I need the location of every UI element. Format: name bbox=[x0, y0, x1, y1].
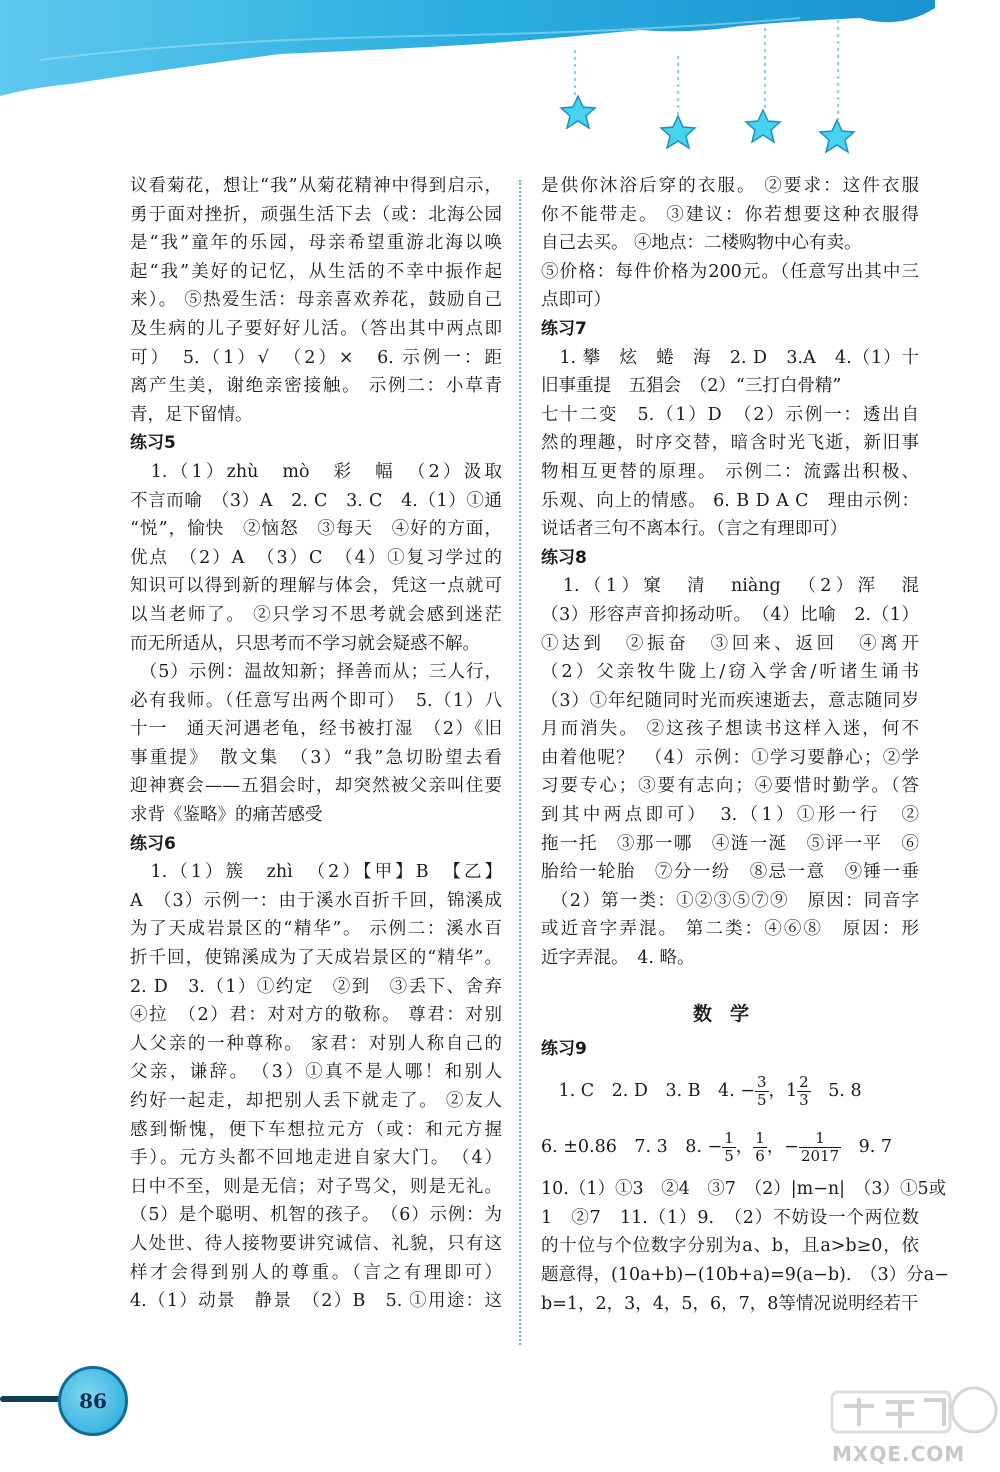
fraction: $\frac{2}{3}$ bbox=[799, 1073, 809, 1110]
fraction: $\frac{1}{6}$ bbox=[755, 1129, 765, 1166]
star-icon bbox=[561, 96, 854, 152]
answer-line: 乐观、向上的情感。 6. B D A C 理由示例： bbox=[541, 490, 919, 511]
math-answers bbox=[541, 1175, 949, 1318]
answer-line: （3）①年纪随同时光而疾速逝去，意志随同岁 bbox=[541, 690, 919, 711]
answer-line: 的十位与个位数字分别为a、b，且a>b≥0，依 bbox=[541, 1236, 919, 1257]
answer-line: 可） 5.（1）√ （2）× 6. 示例一：距 bbox=[130, 347, 502, 368]
exercise-heading: 练习5 bbox=[130, 433, 176, 454]
answer-line: 事重提》 散文集 （3）“我”急切盼望去看 bbox=[130, 747, 502, 768]
answer-line: （2）父亲牧牛陇上/窃入学舍/听诸生诵书 bbox=[541, 662, 919, 683]
answer-line: 人父亲的一种尊称。 家君：对别人称自己的 bbox=[130, 1033, 502, 1054]
answer-line: 说话者三句不离本行。（言之有理即可） bbox=[541, 519, 848, 540]
answer-line: 1.（1）簇 zhì （2）【甲】B 【乙】 bbox=[130, 862, 502, 883]
answer-line: 手）。元方头都不回地走进自家大门。 （4） bbox=[130, 1148, 502, 1169]
answer-line: 来）。 ⑤热爱生活：母亲喜欢养花，鼓励自己 bbox=[130, 290, 502, 311]
math-answer-line-2: 6. ±0.86 7. 3 8. − $\frac{1}{5}$ ， $\frac{1}{6}$ ，− $\frac{1}{2017}$ 9. 7 bbox=[541, 1129, 893, 1166]
answer-line: 到其中两点即可） 3.（1）①形一行 ② bbox=[541, 805, 919, 826]
answer-line: 你不能带走。 ③建议：你若想要这种衣服得 bbox=[541, 204, 919, 225]
answer-line: 由着他呢？ （4）示例：①学习要静心；②学 bbox=[541, 747, 919, 768]
answer-line: 题意得，(10a+b)−(10b+a)=9(a−b). （3）分a− bbox=[541, 1265, 949, 1285]
header-banner bbox=[0, 0, 1000, 170]
answer-line: 是“我”童年的乐园，母亲希望重游北海以唤 bbox=[130, 233, 502, 254]
answer-line: 及生病的儿子要好好儿活。（答出其中两点即 bbox=[130, 318, 502, 339]
answer-line: 约好一起走，却把别人丢下就走了。 ②友人 bbox=[130, 1091, 502, 1111]
answer-line: 或近音字弄混。 第二类：④⑥⑧ 原因：形 bbox=[541, 919, 919, 940]
answer-line: 父亲，谦辞。 （3）①真不是人哪！和别人 bbox=[130, 1062, 502, 1083]
answer-line: 物相互更替的原理。 示例二：流露出积极、 bbox=[541, 461, 919, 482]
answer-line: 胎给一轮胎 ⑦分一纷 ⑧忌一意 ⑨锤一垂 bbox=[541, 862, 919, 883]
answer-line: ⑤价格：每件价格为200元。（任意写出其中三 bbox=[541, 261, 919, 282]
answer-line: “悦”，愉快 ②恼怒 ③每天 ④好的方面， bbox=[130, 519, 502, 540]
answer-line: 优点 （2）A （3）C （4）①复习学过的 bbox=[130, 547, 502, 568]
answer-line: 以当老师了。 ②只学习不思考就会感到迷茫 bbox=[130, 604, 502, 625]
answer-line: 知识可以得到新的理解与体会，凭这一点就可 bbox=[130, 576, 502, 597]
answer-line: 求背《鉴略》的痛苦感受 bbox=[130, 805, 323, 826]
answer-line: 迎神赛会——五猖会时，却突然被父亲叫住要 bbox=[130, 776, 502, 797]
answer-line: 而无所适从，只思考而不学习就会疑惑不解。 bbox=[130, 633, 480, 654]
answer-line: （5）示例：温故知新；择善而从；三人行， bbox=[130, 662, 502, 683]
exercise-heading: 练习7 bbox=[541, 318, 587, 339]
answer-line: 自己去买。 ④地点：二楼购物中心有卖。 bbox=[541, 233, 862, 254]
answer-line: 为了天成岩景区的“精华”。 示例二：溪水百 bbox=[130, 919, 502, 940]
answer-line: 不言而喻 （3）A 2. C 3. C 4.（1）①通 bbox=[130, 490, 502, 511]
answer-line: 1. 攀 炫 蜷 海 2. D 3.A 4.（1）十 bbox=[541, 347, 919, 368]
answer-line: 旧事重提 五猖会 （2）“三打白骨精” bbox=[541, 376, 842, 397]
answer-line: 是供你沐浴后穿的衣服。 ②要求：这件衣服 bbox=[541, 176, 919, 196]
right-answer-column bbox=[541, 172, 949, 1318]
answer-line: （5）是个聪明、机智的孩子。 （6）示例：为 bbox=[130, 1205, 502, 1226]
answer-line: 日中不至，则是无信；对子骂父，则是无礼。 bbox=[130, 1176, 502, 1197]
answer-line: 感到惭愧，便下车想拉元方（或：和元方握 bbox=[130, 1119, 502, 1140]
answer-line: 然的理趣，时序交替，暗含时光飞逝，新旧事 bbox=[541, 433, 919, 454]
answer-line: 样才会得到别人的尊重。（言之有理即可） bbox=[130, 1262, 502, 1283]
answer-line: 1.（1）zhù mò 彩 幅 （2）汲取 bbox=[130, 461, 502, 482]
fraction: $\frac{1}{5}$ bbox=[724, 1129, 734, 1166]
answer-line: 人处世、待人接物要讲究诚信、礼貌，只有这 bbox=[130, 1233, 502, 1254]
answer-line: 必有我师。（任意写出两个即可） 5.（1）八 bbox=[130, 690, 502, 711]
answer-line: 10.（1）①3 ②4 ③7 （2）|m−n| （3）①5或 bbox=[541, 1179, 947, 1200]
answer-line: 十一 通天河遇老龟，经书被打湿 （2）《旧 bbox=[130, 719, 502, 740]
fraction: $\frac{3}{5}$ bbox=[756, 1073, 767, 1110]
answer-line: 议看菊花，想让“我”从菊花精神中得到启示， bbox=[130, 176, 502, 196]
answer-line: 青，足下留情。 bbox=[130, 404, 253, 425]
answer-line: 习要专心；③要有志向；④要惜时勤学。（答 bbox=[541, 776, 919, 797]
chinese-answers bbox=[541, 172, 919, 973]
answer-line: 点即可） bbox=[541, 290, 611, 311]
exercise-heading: 练习6 bbox=[130, 833, 176, 854]
answer-line: 1.（1）窠 清 niàng （2）浑 混 bbox=[541, 576, 919, 597]
answer-line: 离产生美，谢绝亲密接触。 示例二：小草青 bbox=[130, 376, 502, 397]
exercise-heading: 练习8 bbox=[541, 547, 587, 568]
math-answer-line-1: 1. C 2. D 3. B 4. − $\frac{3}{5}$ ，1 $\frac{2}{3}$ 5. 8 bbox=[541, 1073, 862, 1110]
answer-line: ①达到 ②振奋 ③回来、返回 ④离开 bbox=[541, 633, 919, 654]
answer-line: 月而消失。 ②这孩子想读书这样入迷，何不 bbox=[541, 719, 919, 740]
answer-line: 4.（1）动景 静景 （2）B 5. ①用途：这 bbox=[130, 1291, 502, 1312]
watermark-url: MXQE.COM bbox=[832, 1442, 966, 1466]
exercise-heading: 练习9 bbox=[541, 1038, 587, 1059]
answer-line: 起“我”美好的记忆，从生活的不幸中振作起 bbox=[130, 261, 502, 282]
subject-heading-math: 数学 bbox=[692, 1002, 767, 1025]
answer-line: b=1，2，3，4，5，6，7，8等情况说明经若干 bbox=[541, 1293, 919, 1314]
answer-line: A （3）示例一：由于溪水百折千回，锦溪成 bbox=[130, 890, 502, 911]
left-answer-column bbox=[130, 172, 502, 1316]
answer-line: 拖一托 ③那一哪 ④涟一涎 ⑤评一平 ⑥ bbox=[541, 833, 919, 854]
column-divider bbox=[519, 180, 521, 1345]
answer-line: （2）第一类：①②③⑤⑦⑨ 原因：同音字 bbox=[541, 890, 919, 911]
fraction: $\frac{1}{2017}$ bbox=[800, 1129, 840, 1166]
answer-line: 勇于面对挫折，顽强生活下去（或：北海公园 bbox=[130, 204, 502, 225]
answer-line: （3）形容声音抑扬动听。 （4）比喻 2.（1） bbox=[541, 604, 919, 625]
answer-line: 1 ②7 11.（1）9. （2）不妨设一个两位数 bbox=[541, 1207, 919, 1228]
answer-line: 2. D 3.（1）①约定 ②到 ③丢下、舍弃 bbox=[130, 976, 502, 997]
answer-line: 近字弄混。 4. 略。 bbox=[541, 948, 695, 969]
answer-line: 七十二变 5.（1）D （2）示例一：透出自 bbox=[541, 404, 919, 425]
answer-line: 折千回，使锦溪成为了天成岩景区的“精华”。 bbox=[130, 948, 502, 969]
answer-line: ④拉 （2）君：对对方的敬称。 尊君：对别 bbox=[130, 1005, 502, 1026]
page-number: 86 bbox=[79, 1389, 107, 1413]
